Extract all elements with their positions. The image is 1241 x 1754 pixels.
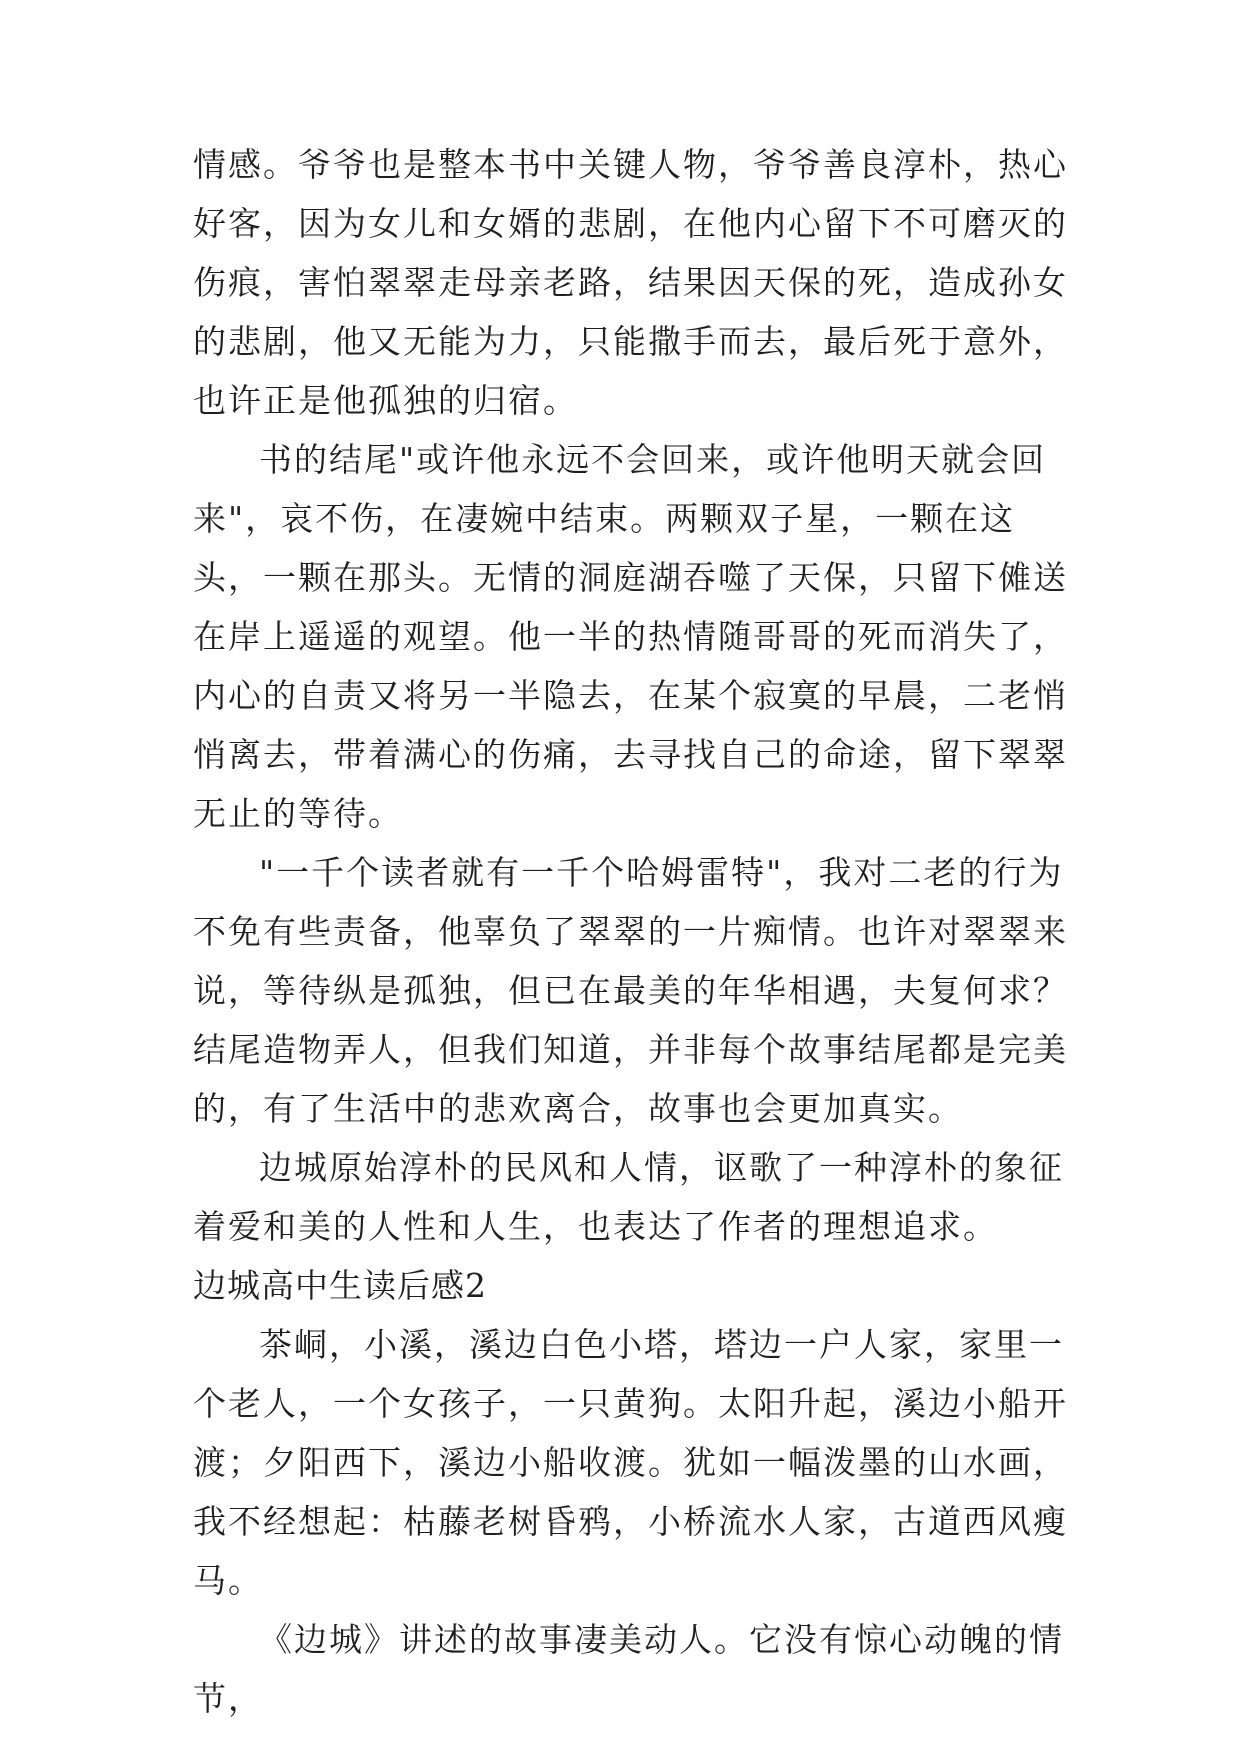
paragraph-story: 《边城》讲述的故事凄美动人。它没有惊心动魄的情节， <box>193 1620 1064 1718</box>
document-body <box>193 135 1073 1728</box>
section-heading: 边城高中生读后感2 <box>193 1266 487 1305</box>
paragraph-folk-customs: 边城原始淳朴的民风和人情，讴歌了一种淳朴的象征着爱和美的人性和人生，也表达了作者的理想追求。 <box>193 1148 1064 1246</box>
paragraph-chadong: 茶峒，小溪，溪边白色小塔，塔边一户人家，家里一个老人，一个女孩子，一只黄狗。太阳升起，溪边小船开渡；夕阳西下，溪边小船收渡。犹如一幅泼墨的山水画，我不经想起：枯藤老树昏鸦，小桥流水人家，古道西风瘦马。 <box>193 1325 1068 1600</box>
paragraph-hamlet: "一千个读者就有一千个哈姆雷特"，我对二老的行为不免有些责备，他辜负了翠翠的一片痴情。也许对翠翠来说，等待纵是孤独，但已在最美的年华相遇，夫复何求？结尾造物弄人，但我们知道，并非每个故事结尾都是完美的，有了生活中的悲欢离合，故事也会更加真实。 <box>193 853 1068 1128</box>
paragraph-ending: 书的结尾"或许他永远不会回来，或许他明天就会回来"，哀不伤，在凄婉中结束。两颗双子星，一颗在这头，一颗在那头。无情的洞庭湖吞噬了天保，只留下傩送在岸上遥遥的观望。他一半的热情随哥哥的死而消失了，内心的自责又将另一半隐去，在某个寂寞的早晨，二老悄悄离去，带着满心的伤痛，去寻找自己的命途，留下翠翠无止的等待。 <box>193 440 1068 833</box>
paragraph-grandfather: 情感。爷爷也是整本书中关键人物，爷爷善良淳朴，热心好客，因为女儿和女婿的悲剧，在他内心留下不可磨灭的伤痕，害怕翠翠走母亲老路，结果因天保的死，造成孙女的悲剧，他又无能为力，只能撒手而去，最后死于意外，也许正是他孤独的归宿。 <box>193 145 1068 420</box>
